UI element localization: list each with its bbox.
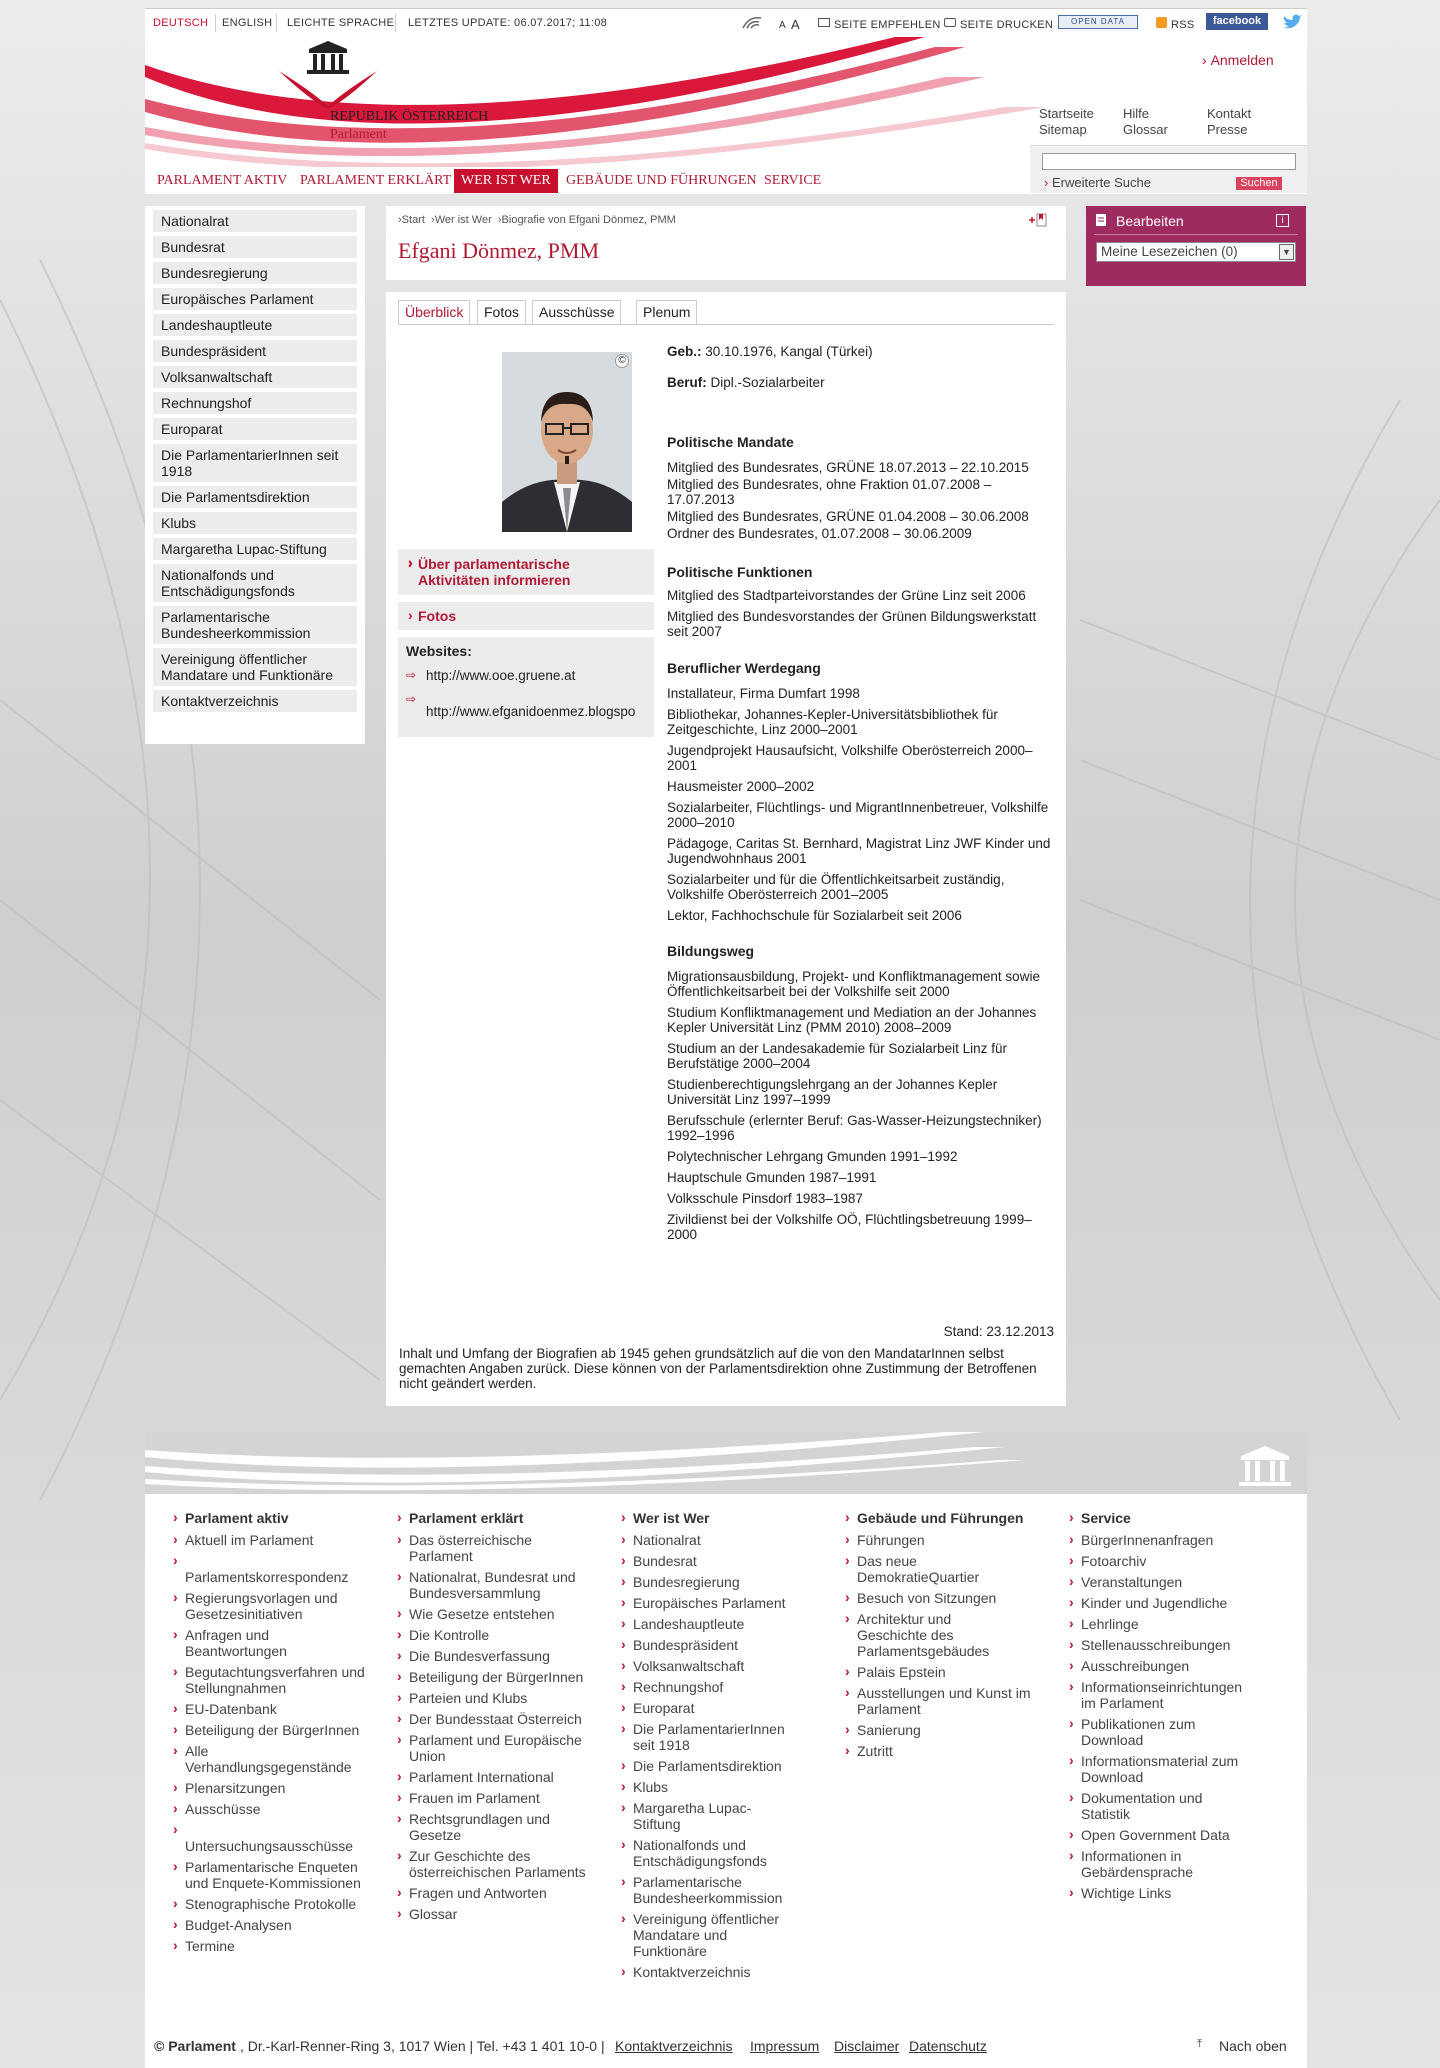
activities-link[interactable]: › › Über parlamentarische Aktivitäten informieren <box>398 549 654 595</box>
bio-disclaimer: Inhalt und Umfang der Biografien ab 1945 gehen grundsätzlich auf die von den MandatarInnen selbst gemachten Angaben zurück. Diese können von der Parlamentsdirektion ohne Zustimmung der Betroffenen nicht geändert werden. <box>399 1346 1037 1391</box>
advanced-search-link[interactable]: › Erweiterte Suche <box>1044 175 1151 190</box>
list-item: Lektor, Fachhochschule für Sozialarbeit seit 2006 <box>667 908 962 923</box>
footer-link-impressum[interactable]: Impressum <box>750 2038 820 2054</box>
websites-heading: Websites: <box>406 643 472 659</box>
sidebar-item-parlamentarierinnen[interactable]: Die ParlamentarierInnen seit 1918 <box>153 444 357 482</box>
tab-plenum[interactable]: Plenum <box>636 300 697 325</box>
title-box <box>386 206 1066 280</box>
footer-link[interactable]: › Begutachtungsverfahren und Stellungnahmen <box>173 1664 373 1696</box>
footer-link[interactable]: › Publikationen zum Download <box>1069 1716 1219 1748</box>
footer-link[interactable]: › Open Government Data <box>1069 1827 1259 1843</box>
arrow-up-icon: ⤒ <box>1197 2038 1202 2050</box>
website-link-2[interactable]: http://www.efganidoenmez.blogspo <box>426 704 636 719</box>
print-page-link[interactable]: SEITE DRUCKEN <box>960 19 1054 31</box>
sidebar-item-bundesheerkommission[interactable]: Parlamentarische Bundesheerkommission <box>153 606 357 644</box>
list-item: Mitglied des Bundesrates, GRÜNE 01.04.2008 – 30.06.2008 <box>667 509 1029 524</box>
sidebar-item-europarat[interactable]: Europarat <box>153 418 357 440</box>
stand-date: Stand: 23.12.2013 <box>943 1324 1054 1339</box>
footer-link[interactable]: › Palais Epstein <box>845 1664 1035 1680</box>
edit-box <box>1086 206 1306 286</box>
bookmarks-select-value: Meine Lesezeichen (0) <box>1101 244 1238 259</box>
footer-link[interactable]: › Fragen und Antworten <box>397 1885 593 1901</box>
footer-link-disclaimer[interactable]: Disclaimer <box>834 2038 900 2054</box>
sidebar-item-parlamentsdirektion[interactable]: Die Parlamentsdirektion <box>153 486 357 508</box>
list-item: Mitglied des Bundesrates, ohne Fraktion 01.07.2008 – 17.07.2013 <box>667 477 992 507</box>
sign-language-icon[interactable] <box>741 14 763 30</box>
section-heading: Beruflicher Werdegang <box>667 660 821 676</box>
footer-link[interactable]: › Veranstaltungen <box>1069 1574 1259 1590</box>
footer-col-service <box>1069 1510 1259 1906</box>
section-heading: Politische Funktionen <box>667 564 813 580</box>
footer-heading[interactable]: › Service <box>1069 1510 1259 1526</box>
quicklink-startseite[interactable]: Startseite <box>1039 106 1094 121</box>
footer-link[interactable]: › Informationsmaterial zum Download <box>1069 1753 1259 1785</box>
websites-box <box>398 637 654 737</box>
footer-link[interactable]: › Dokumentation und Statistik <box>1069 1790 1219 1822</box>
list-item: Polytechnischer Lehrgang Gmunden 1991–1992 <box>667 1149 958 1164</box>
footer-link[interactable]: › Wie Gesetze entstehen <box>397 1606 593 1622</box>
job-label: Beruf: <box>667 375 707 390</box>
sidebar-item-volksanwaltschaft[interactable]: Volksanwaltschaft <box>153 366 357 388</box>
list-item: Hauptschule Gmunden 1987–1991 <box>667 1170 877 1185</box>
nav-parlament-aktiv[interactable]: PARLAMENT AKTIV <box>157 173 288 188</box>
footer-link[interactable]: › Termine <box>173 1938 373 1954</box>
footer-link[interactable]: › Zur Geschichte des österreichischen Parlaments <box>397 1848 593 1880</box>
footer-col-parlament-aktiv <box>173 1510 373 1959</box>
external-link-icon: ⇨ <box>406 692 417 706</box>
recommend-page-link[interactable]: SEITE EMPFEHLEN <box>834 19 941 31</box>
tab-ausschuesse[interactable]: Ausschüsse <box>532 300 621 325</box>
sidebar-item-nationalrat[interactable]: Nationalrat <box>153 210 357 232</box>
sidebar-item-vereinigung-mandatare[interactable]: Vereinigung öffentlicher Mandatare und Funktionäre <box>153 648 357 686</box>
footer <box>145 1432 1307 2068</box>
footer-link[interactable]: › Zutritt <box>845 1743 1035 1759</box>
footer-link[interactable]: › Anfragen und Beantwortungen <box>173 1627 373 1659</box>
sidebar-item-europaeisches-parlament[interactable]: Europäisches Parlament <box>153 288 357 310</box>
footer-parliament-icon <box>1237 1444 1293 1488</box>
breadcrumb-current: Biografie von Efgani Dönmez, PMM <box>501 214 676 226</box>
nav-service[interactable]: SERVICE <box>764 173 822 188</box>
footer-link[interactable]: › Die Parlamentsdirektion <box>621 1758 789 1774</box>
footer-link[interactable]: › Nationalrat, Bundesrat und Bundesversammlung <box>397 1569 593 1601</box>
top-bar <box>145 9 1307 37</box>
bookmark-add-icon[interactable] <box>1028 212 1048 228</box>
sidebar-item-bundesregierung[interactable]: Bundesregierung <box>153 262 357 284</box>
sidebar-item-lupac-stiftung[interactable]: Margaretha Lupac-Stiftung <box>153 538 357 560</box>
list-item: Mitglied des Bundesrates, GRÜNE 18.07.2013 – 22.10.2015 <box>667 460 1029 475</box>
quicklink-presse[interactable]: Presse <box>1207 122 1248 137</box>
footer-link[interactable]: › Stenographische Protokolle <box>173 1896 373 1912</box>
list-item: Mitglied des Bundesvorstandes der Grünen Bildungswerkstatt seit 2007 <box>667 609 1037 639</box>
rss-link[interactable]: RSS <box>1171 19 1195 31</box>
footer-link[interactable]: › Die ParlamentarierInnen seit 1918 <box>621 1721 789 1753</box>
search-input[interactable] <box>1042 153 1296 170</box>
rss-icon <box>1156 17 1167 28</box>
footer-link[interactable]: › Wichtige Links <box>1069 1885 1259 1901</box>
breadcrumb-wer-ist-wer[interactable]: Wer ist Wer <box>434 214 492 226</box>
list-item: Migrationsausbildung, Projekt- und Konfliktmanagement sowie Öffentlichkeitsarbeit bei der Volkshilfe seit 2000 <box>667 969 1040 999</box>
sidebar-item-kontaktverzeichnis[interactable]: Kontaktverzeichnis <box>153 690 357 712</box>
footer-link[interactable]: › BürgerInnenanfragen <box>1069 1532 1259 1548</box>
footer-link[interactable]: › Das neue DemokratieQuartier <box>845 1553 985 1585</box>
list-item: Bibliothekar, Johannes-Kepler-Universitätsbibliothek für Zeitgeschichte, Linz 2000–2001 <box>667 707 998 737</box>
facebook-button[interactable]: facebook <box>1206 13 1268 30</box>
header <box>145 8 1307 194</box>
main-nav <box>145 169 865 193</box>
footer-link[interactable]: › Stellenausschreibungen <box>1069 1637 1259 1653</box>
list-item: Zivildienst bei der Volkshilfe OÖ, Flüchtlingsbetreuung 1999–2000 <box>667 1212 1032 1242</box>
brand-title: REPUBLIK ÖSTERREICH <box>330 109 489 124</box>
footer-link[interactable]: › Glossar <box>397 1906 593 1922</box>
open-data-button[interactable]: OPEN DATA <box>1058 15 1138 29</box>
sidebar-item-bundespraesident[interactable]: Bundespräsident <box>153 340 357 362</box>
sidebar-item-klubs[interactable]: Klubs <box>153 512 357 534</box>
parliament-logo-icon <box>276 41 388 111</box>
footer-link[interactable]: › Führungen <box>845 1532 1035 1548</box>
footer-link[interactable]: › Fotoarchiv <box>1069 1553 1259 1569</box>
footer-link[interactable]: › Der Bundesstaat Österreich <box>397 1711 593 1727</box>
job-value: Dipl.-Sozialarbeiter <box>710 375 825 390</box>
twitter-icon[interactable] <box>1281 13 1303 31</box>
footer-link[interactable]: › Parlament und Europäische Union <box>397 1732 593 1764</box>
footer-link[interactable]: › Beteiligung der BürgerInnen <box>397 1669 593 1685</box>
footer-link[interactable]: › Das österreichische Parlament <box>397 1532 593 1564</box>
list-item: Studium an der Landesakademie für Sozialarbeit Linz für Berufstätige 2000–2004 <box>667 1041 1007 1071</box>
footer-link[interactable]: › Europarat <box>621 1700 789 1716</box>
bio-content <box>386 292 1066 1406</box>
lang-english[interactable]: ENGLISH <box>222 17 273 29</box>
footer-link[interactable]: › Volksanwaltschaft <box>621 1658 789 1674</box>
footer-col-parlament-erklaert <box>397 1510 593 1927</box>
font-size-small[interactable]: A <box>779 20 786 31</box>
document-icon <box>1094 213 1108 227</box>
sidebar-item-landeshauptleute[interactable]: Landeshauptleute <box>153 314 357 336</box>
footer-address: , Dr.-Karl-Renner-Ring 3, 1017 Wien | Tel. +43 1 401 10-0 | <box>240 2038 605 2054</box>
footer-link[interactable]: › Informationseinrichtungen im Parlament <box>1069 1679 1259 1711</box>
section-heading: Bildungsweg <box>667 943 755 959</box>
breadcrumb-start[interactable]: Start <box>401 214 425 226</box>
footer-link[interactable]: › Kinder und Jugendliche <box>1069 1595 1259 1611</box>
list-item: Studienberechtigungslehrgang an der Johannes Kepler Universität Linz 1997–1999 <box>667 1077 998 1107</box>
footer-link[interactable]: › Regierungsvorlagen und Gesetzesinitiativen <box>173 1590 373 1622</box>
footer-link[interactable]: › Klubs <box>621 1779 789 1795</box>
footer-link[interactable]: › Bundesregierung <box>621 1574 789 1590</box>
born-value: 30.10.1976, Kangal (Türkei) <box>705 344 873 359</box>
footer-link[interactable]: › Alle Verhandlungsgegenstände <box>173 1743 373 1775</box>
advanced-search-label: Erweiterte Suche <box>1051 175 1151 190</box>
footer-link[interactable]: › Parlamentarische Enqueten und Enquete-Kommissionen <box>173 1859 373 1891</box>
edit-box-title: Bearbeiten <box>1116 213 1184 229</box>
mail-icon <box>818 18 830 27</box>
footer-link[interactable]: › Rechtsgrundlagen und Gesetze <box>397 1811 593 1843</box>
footer-link[interactable]: › Untersuchungsausschüsse <box>173 1822 373 1854</box>
login-label: Anmelden <box>1210 52 1274 68</box>
footer-link[interactable]: › EU-Datenbank <box>173 1701 373 1717</box>
footer-link[interactable]: › Beteiligung der BürgerInnen <box>173 1722 373 1738</box>
copyright-icon[interactable]: © <box>615 354 629 368</box>
page-title: Efgani Dönmez, PMM <box>398 238 600 263</box>
list-item: Hausmeister 2000–2002 <box>667 779 815 794</box>
bookmarks-select[interactable] <box>1096 242 1296 262</box>
footer-heading[interactable]: › Gebäude und Führungen <box>845 1510 1035 1526</box>
quicklink-hilfe[interactable]: Hilfe <box>1123 106 1150 121</box>
list-item: Berufsschule (erlernter Beruf: Gas-Wasser-Heizungstechniker) 1992–1996 <box>667 1113 1042 1143</box>
search-button[interactable]: Suchen <box>1236 177 1282 190</box>
tab-fotos[interactable]: Fotos <box>477 300 526 325</box>
footer-band <box>145 1432 1307 1494</box>
footer-bottom-bar <box>145 2032 1307 2062</box>
footer-link[interactable]: › Landeshauptleute <box>621 1616 789 1632</box>
last-update: LETZTES UPDATE: 06.07.2017; 11:08 <box>408 17 608 29</box>
brand-subtitle: Parlament <box>330 127 387 142</box>
quicklink-glossar[interactable]: Glossar <box>1123 122 1168 137</box>
footer-link[interactable]: › Margaretha Lupac-Stiftung <box>621 1800 789 1832</box>
lang-deutsch[interactable]: DEUTSCH <box>153 17 209 29</box>
footer-link[interactable]: › Sanierung <box>845 1722 1035 1738</box>
footer-link[interactable]: › Ausschüsse <box>173 1801 373 1817</box>
left-sidebar <box>145 206 365 744</box>
list-item: Studium Konfliktmanagement und Mediation an der Johannes Kepler Universität Linz (PMM 2010) 2008–2009 <box>667 1005 1037 1035</box>
footer-link[interactable]: › Ausstellungen und Kunst im Parlament <box>845 1685 1035 1717</box>
website-link-1[interactable]: http://www.ooe.gruene.at <box>426 668 576 683</box>
footer-link[interactable]: › Plenarsitzungen <box>173 1780 373 1796</box>
login-link[interactable]: › Anmelden <box>1202 52 1274 68</box>
footer-link[interactable]: › Parlament International <box>397 1769 593 1785</box>
footer-link[interactable]: › Aktuell im Parlament <box>173 1532 373 1548</box>
quicklink-sitemap[interactable]: Sitemap <box>1039 122 1087 137</box>
back-to-top-link[interactable]: Nach oben <box>1219 2038 1287 2054</box>
footer-link[interactable]: › Nationalfonds und Entschädigungsfonds <box>621 1837 789 1869</box>
footer-link[interactable]: › Nationalrat <box>621 1532 789 1548</box>
bio-details <box>667 344 1057 1242</box>
sidebar-item-rechnungshof[interactable]: Rechnungshof <box>153 392 357 414</box>
footer-link[interactable]: › Vereinigung öffentlicher Mandatare und Funktionäre <box>621 1911 789 1959</box>
list-item: Ordner des Bundesrates, 01.07.2008 – 30.06.2009 <box>667 526 972 541</box>
photos-label: Fotos <box>418 608 457 624</box>
footer-heading[interactable]: › Wer ist Wer <box>621 1510 789 1526</box>
footer-link-kontaktverzeichnis[interactable]: Kontaktverzeichnis <box>615 2038 733 2054</box>
copyright-text: © Parlament <box>154 2038 236 2054</box>
list-item: Jugendprojekt Hausaufsicht, Volkshilfe Oberösterreich 2000–2001 <box>667 743 1033 773</box>
tab-ueberblick[interactable]: Überblick <box>398 300 470 325</box>
portrait-photo <box>502 352 632 532</box>
sidebar-item-nationalfonds[interactable]: Nationalfonds und Entschädigungsfonds <box>153 564 357 602</box>
chevron-down-icon: ▼ <box>1279 244 1294 260</box>
quicklink-kontakt[interactable]: Kontakt <box>1207 106 1252 121</box>
footer-link[interactable]: › Parteien und Klubs <box>397 1690 593 1706</box>
footer-link[interactable]: › Frauen im Parlament <box>397 1790 593 1806</box>
footer-col-gebaeude <box>845 1510 1035 1764</box>
list-item: Sozialarbeiter, Flüchtlings- und MigrantInnenbetreuer, Volkshilfe 2000–2010 <box>667 800 1049 830</box>
footer-link[interactable]: › Die Kontrolle <box>397 1627 593 1643</box>
footer-link-datenschutz[interactable]: Datenschutz <box>909 2038 987 2054</box>
nav-parlament-erklaert[interactable]: PARLAMENT ERKLÄRT <box>300 173 452 188</box>
footer-col-wer-ist-wer <box>621 1510 789 1985</box>
footer-link[interactable]: › Europäisches Parlament <box>621 1595 789 1611</box>
footer-link[interactable]: › Rechnungshof <box>621 1679 789 1695</box>
photos-link[interactable]: › Fotos <box>398 602 654 630</box>
born-label: Geb.: <box>667 344 702 359</box>
footer-link[interactable]: › Architektur und Geschichte des Parlamentsgebäudes <box>845 1611 995 1659</box>
footer-heading[interactable]: › Parlament erklärt <box>397 1510 593 1526</box>
list-item: Installateur, Firma Dumfart 1998 <box>667 686 860 701</box>
footer-link[interactable]: › Die Bundesverfassung <box>397 1648 593 1664</box>
footer-link[interactable]: › Parlamentskorrespondenz <box>173 1553 373 1585</box>
footer-swoosh <box>145 1432 1307 1494</box>
external-link-icon: ⇨ <box>406 668 417 682</box>
nav-gebaeude-fuehrungen[interactable]: GEBÄUDE UND FÜHRUNGEN <box>566 173 757 188</box>
footer-link[interactable]: › Ausschreibungen <box>1069 1658 1259 1674</box>
footer-link[interactable]: › Parlamentarische Bundesheerkommission <box>621 1874 789 1906</box>
footer-link[interactable]: › Informationen in Gebärdensprache <box>1069 1848 1259 1880</box>
nav-wer-ist-wer[interactable]: WER IST WER <box>454 169 558 193</box>
info-icon[interactable]: i <box>1276 214 1289 227</box>
sidebar-item-bundesrat[interactable]: Bundesrat <box>153 236 357 258</box>
list-item: Mitglied des Stadtparteivorstandes der Grüne Linz seit 2006 <box>667 588 1026 603</box>
footer-link[interactable]: › Besuch von Sitzungen <box>845 1590 1035 1606</box>
footer-link[interactable]: › Bundespräsident <box>621 1637 789 1653</box>
footer-link[interactable]: › Budget-Analysen <box>173 1917 373 1933</box>
list-item: Pädagoge, Caritas St. Bernhard, Magistrat Linz JWF Kinder und Jugendwohnhaus 2001 <box>667 836 1051 866</box>
font-size-large[interactable]: A <box>791 17 800 32</box>
list-item: Volksschule Pinsdorf 1983–1987 <box>667 1191 863 1206</box>
footer-link[interactable]: › Lehrlinge <box>1069 1616 1259 1632</box>
breadcrumb: ›Start ›Wer ist Wer ›Biografie von Efgani Dönmez, PMM <box>398 214 676 226</box>
footer-link[interactable]: › Kontaktverzeichnis <box>621 1964 789 1980</box>
search-panel <box>1030 145 1307 193</box>
lang-leichte-sprache[interactable]: LEICHTE SPRACHE <box>287 17 395 29</box>
footer-link[interactable]: › Bundesrat <box>621 1553 789 1569</box>
list-item: Sozialarbeiter und für die Öffentlichkeitsarbeit zuständig, Volkshilfe Oberösterreich 2001–2005 <box>667 872 1005 902</box>
activities-label: Über parlamentarische Aktivitäten informieren <box>418 556 571 588</box>
section-heading: Politische Mandate <box>667 434 794 450</box>
footer-heading[interactable]: › Parlament aktiv <box>173 1510 373 1526</box>
print-icon <box>944 18 956 27</box>
